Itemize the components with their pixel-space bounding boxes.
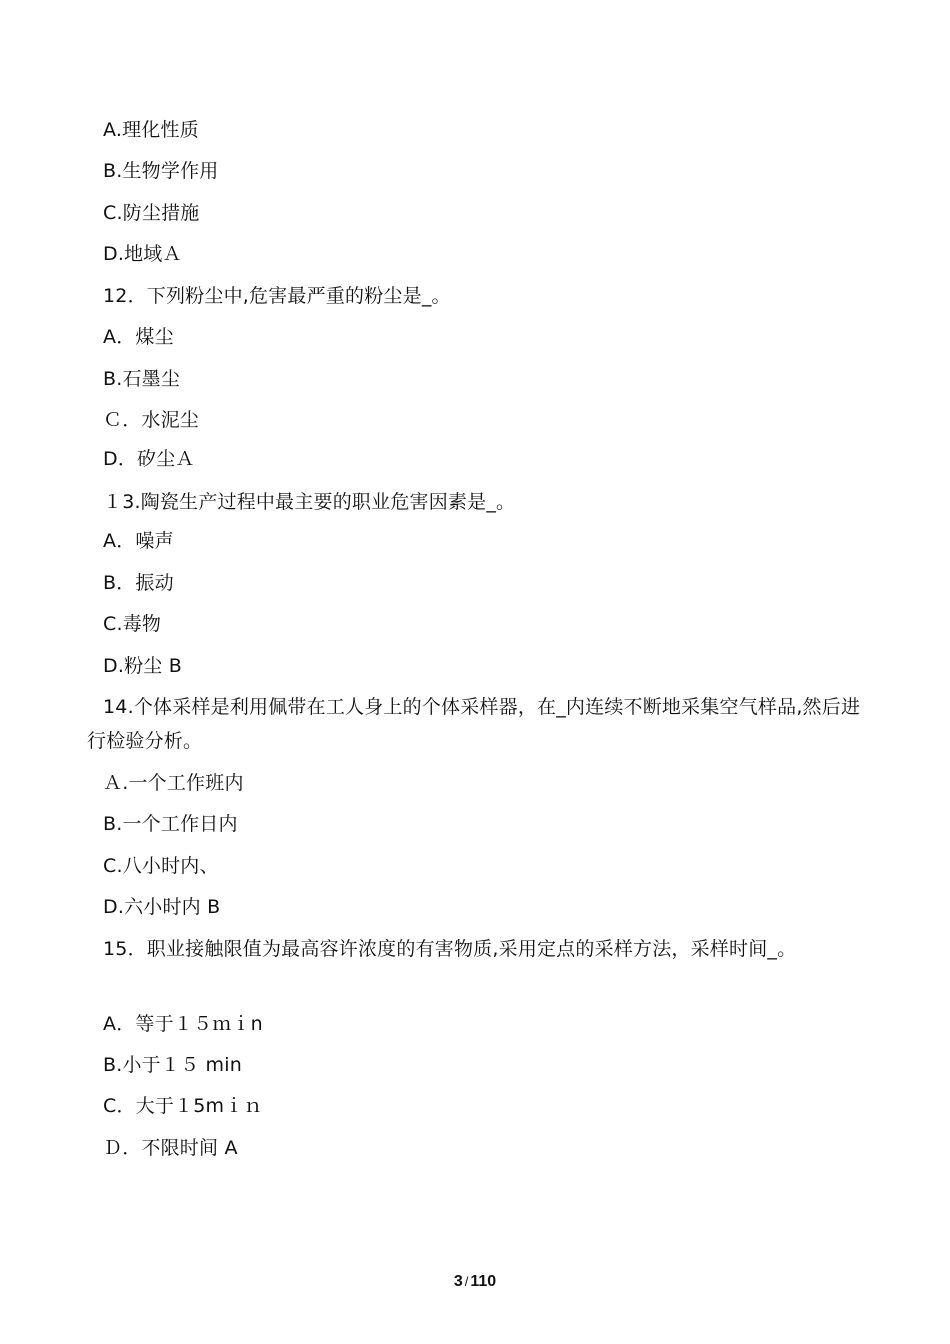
option-a-q12: A．煤尘 xyxy=(103,326,174,348)
option-b-q14: B.一个工作日内 xyxy=(103,813,238,835)
page-current: 3 xyxy=(453,1273,463,1290)
option-c-q12: Ｃ．水泥尘 xyxy=(103,409,200,431)
option-b-q13: B．振动 xyxy=(103,572,174,594)
option-d-q15: Ｄ．不限时间 A xyxy=(103,1137,238,1159)
option-a-q14: Ａ.一个工作班内 xyxy=(103,772,244,794)
question-15: 15．职业接触限值为最高容许浓度的有害物质,采用定点的采样方法，采样时间_。 xyxy=(103,938,797,960)
option-d-q11: D.地域Ａ xyxy=(103,243,182,265)
option-b-q11: B.生物学作用 xyxy=(103,160,219,182)
option-d-q12: D．矽尘Ａ xyxy=(103,448,195,470)
question-13: １3.陶瓷生产过程中最主要的职业危害因素是_。 xyxy=(103,491,516,513)
page-separator: / xyxy=(464,1274,469,1289)
question-14: 14.个体采样是利用佩带在工人身上的个体采样器，在_内连续不断地采集空气样品,然后进行检验分析。 xyxy=(87,696,861,752)
option-a-q11: A.理化性质 xyxy=(103,119,199,141)
option-a-q13: A．噪声 xyxy=(103,530,174,552)
option-d-q14: D.六小时内 B xyxy=(103,896,221,918)
option-c-q14: C.八小时内、 xyxy=(103,855,219,877)
option-b-q12: B.石墨尘 xyxy=(103,368,181,390)
option-c-q15: C．大于１5mｉｎ xyxy=(103,1095,263,1117)
page-total: 110 xyxy=(470,1273,497,1290)
option-a-q15: A．等于１５ｍｉn xyxy=(103,1013,263,1035)
option-b-q15: B.小于１５ min xyxy=(103,1054,242,1076)
page-number xyxy=(0,1272,950,1292)
question-12: 12．下列粉尘中,危害最严重的粉尘是_。 xyxy=(103,285,451,307)
option-c-q13: C.毒物 xyxy=(103,613,162,635)
option-c-q11: C.防尘措施 xyxy=(103,202,200,224)
option-d-q13: D.粉尘 B xyxy=(103,655,182,677)
